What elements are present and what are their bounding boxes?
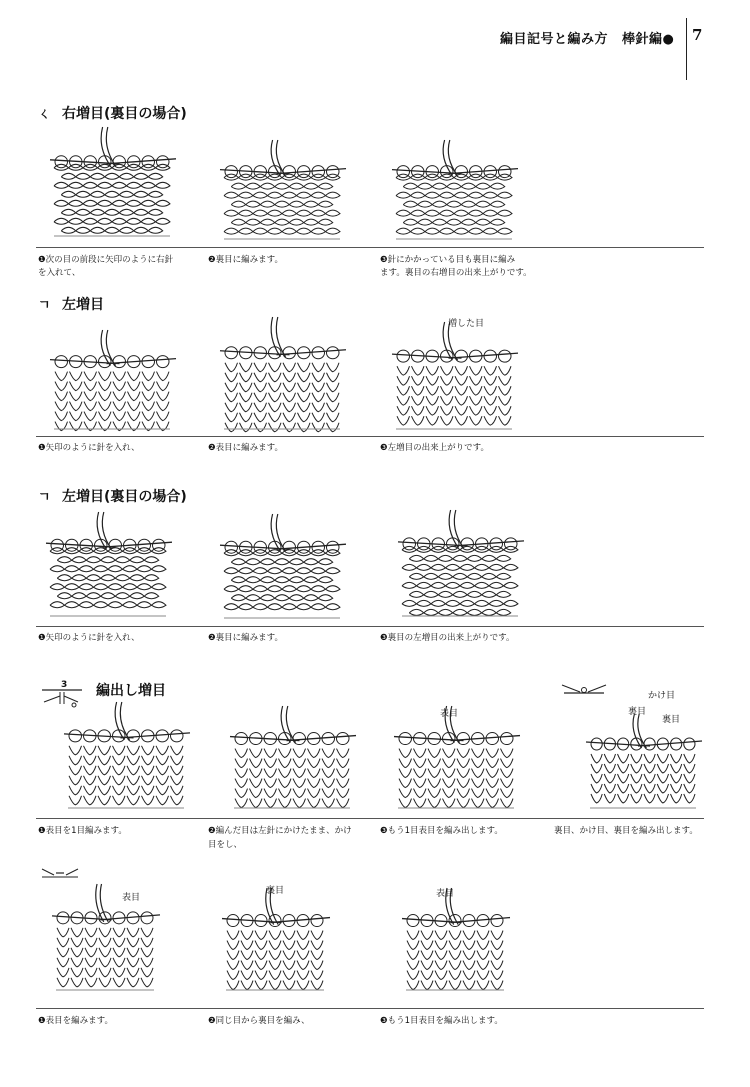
caption-3-3: ❸裏目の左増目の出来上がりです。 <box>380 633 515 643</box>
caption-4-2b: 目をし、 <box>208 840 243 850</box>
label-knit-1: 表目 <box>122 893 141 903</box>
caption-2-1: ❶矢印のように針を入れ、 <box>38 443 140 453</box>
caption-4-1: ❶表目を1目編みます。 <box>38 826 127 836</box>
caption-1-1a: ❶次の目の前段に矢印のように右針 <box>38 255 174 265</box>
caption-5-1: ❶表目を編みます。 <box>38 1016 113 1026</box>
caption-3-2: ❷裏目に編みます。 <box>208 633 283 643</box>
illustration-2-2 <box>218 315 348 433</box>
illustration-3-3 <box>396 508 526 620</box>
section-divider <box>36 626 704 627</box>
illustration-5-1 <box>50 882 162 994</box>
caption-2-3: ❸左増目の出来上がりです。 <box>380 443 489 453</box>
label-increased-stitch: 増した目 <box>448 319 485 329</box>
caption-3-1: ❶矢印のように針を入れ、 <box>38 633 140 643</box>
label-knit-stitch: 表目 <box>440 709 459 719</box>
caption-1-3b: ます。裏目の右増目の出来上がりです。 <box>380 268 532 278</box>
section-divider <box>36 247 704 248</box>
header-category: 棒針編● <box>622 32 675 47</box>
label-purl-2: 裏目 <box>662 715 681 725</box>
knit-symbol-purl-yo-purl <box>560 680 610 698</box>
section-divider <box>36 1008 704 1009</box>
section-title-right-increase-purl: 右増目(裏目の場合) <box>62 106 187 122</box>
label-knit-2: 表目 <box>436 889 455 899</box>
header-title: 編目記号と編み方 <box>500 32 609 47</box>
label-purl-1: 裏目 <box>628 707 647 717</box>
section-title-left-increase: 左増目 <box>62 297 104 313</box>
illustration-5-2 <box>220 886 332 994</box>
caption-1-1b: を入れて、 <box>38 268 81 278</box>
bobble-symbol-number: 3 <box>61 680 68 690</box>
illustration-3-1 <box>44 510 174 620</box>
knit-symbol-right-increase-purl: ㄑ <box>38 107 52 122</box>
illustration-2-1 <box>48 328 178 433</box>
knit-symbol-left-increase-purl: ㄱ <box>38 490 51 505</box>
knit-symbol-knit-purl-knit <box>40 866 80 880</box>
illustration-3-2 <box>218 512 348 622</box>
caption-4-3: ❸もう1目表目を編み出します。 <box>380 826 503 836</box>
caption-2-2: ❷表目に編みます。 <box>208 443 283 453</box>
header-divider <box>686 18 687 80</box>
illustration-4-1 <box>62 700 192 812</box>
section-title-bobble-increase: 編出し増目 <box>96 683 166 699</box>
caption-1-2: ❷裏目に編みます。 <box>208 255 283 265</box>
caption-4-4: 裏目、かけ目、裏目を編み出します。 <box>554 826 698 836</box>
running-header <box>500 28 674 47</box>
section-divider <box>36 436 704 437</box>
caption-5-2: ❷同じ目から裏目を編み、 <box>208 1016 310 1026</box>
illustration-4-2 <box>228 704 358 812</box>
section-title-left-increase-purl: 左増目(裏目の場合) <box>62 489 187 505</box>
page-number: 7 <box>692 26 703 44</box>
knit-symbol-left-increase: ㄱ <box>38 298 51 313</box>
label-yarn-over: かけ目 <box>648 691 676 701</box>
illustration-1-1 <box>48 125 178 240</box>
caption-5-3: ❸もう1目表目を編み出します。 <box>380 1016 503 1026</box>
illustration-2-3 <box>390 320 520 433</box>
illustration-5-3 <box>400 886 512 994</box>
section-divider <box>36 818 704 819</box>
illustration-4-4 <box>584 712 704 812</box>
illustration-4-3 <box>392 704 522 812</box>
illustration-1-3 <box>390 138 520 243</box>
caption-1-3a: ❸針にかかっている目も裏目に編み <box>380 255 516 265</box>
illustration-1-2 <box>218 138 348 243</box>
caption-4-2a: ❷編んだ目は左針にかけたまま、かけ <box>208 826 352 836</box>
label-purl-3: 裏目 <box>266 886 285 896</box>
